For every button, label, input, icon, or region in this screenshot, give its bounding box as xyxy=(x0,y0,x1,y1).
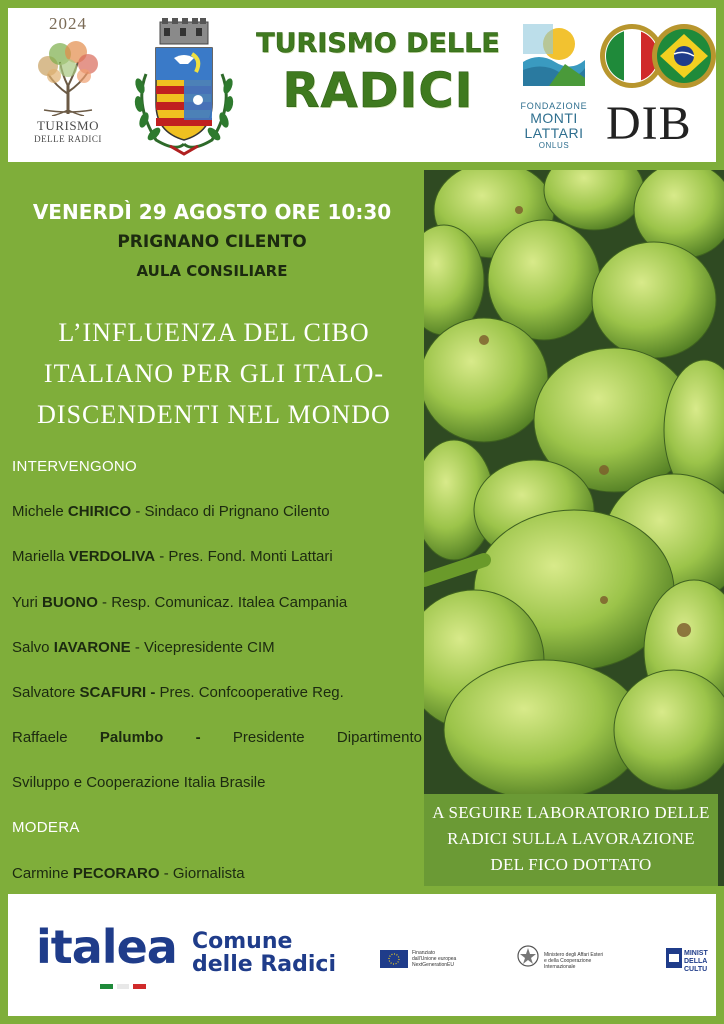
eu-line: dall'Unione europea xyxy=(412,956,457,962)
speaker-first-name: Salvatore xyxy=(12,684,76,701)
logo-text-turismo: TURISMO xyxy=(36,118,99,133)
speaker-last-name: BUONO xyxy=(42,594,98,611)
speaker-first-name: Michele xyxy=(12,503,64,520)
speaker-last-name: CHIRICO xyxy=(67,503,132,520)
speaker-role: Dipartimento xyxy=(336,729,422,746)
comune-delle-radici-logo xyxy=(192,930,336,976)
eu-funding-logo xyxy=(380,950,457,973)
event-place: PRIGNANO CILENTO xyxy=(117,232,307,252)
comune-line-2: delle Radici xyxy=(192,952,336,977)
speaker-last-name: SCAFURI - xyxy=(79,684,156,701)
main-title xyxy=(244,28,512,119)
ministero-cultura-text xyxy=(684,950,708,974)
event-title xyxy=(14,312,414,435)
logo-text-radici: DELLE RADICI xyxy=(34,134,102,144)
speaker-role: Pres. Confcooperative Reg. xyxy=(155,684,344,701)
workshop-line-3: DEL FICO DOTTATO xyxy=(490,855,652,874)
speaker-line xyxy=(12,729,422,746)
speaker-role: - Sindaco di Prignano Cilento xyxy=(131,503,330,520)
ministero-text xyxy=(544,952,624,970)
fondazione-label: FONDAZIONE xyxy=(520,101,588,111)
title-turismo-delle: TURISMO DELLE xyxy=(256,28,500,59)
speaker-dash: - xyxy=(195,729,201,746)
event-datetime: VENERDÌ 29 AGOSTO ORE 10:30 xyxy=(32,200,392,224)
speaker-last-name: VERDOLIVA xyxy=(68,548,156,565)
ministero-line: Ministero degli Affari Esteri xyxy=(544,952,604,958)
event-info-panel xyxy=(0,170,424,886)
event-title-line-1: L’INFLUENZA DEL CIBO xyxy=(58,318,370,347)
speaker-role: - Vicepresidente CIM xyxy=(130,639,275,656)
sponsors-footer xyxy=(8,894,716,1016)
italian-emblem-icon xyxy=(516,944,540,968)
speaker-line xyxy=(12,503,330,520)
eu-line: Finanziato xyxy=(412,950,436,956)
dib-text: DIB xyxy=(606,97,692,150)
moderator-line xyxy=(12,865,245,882)
speaker-line xyxy=(12,639,275,656)
moderator-role: - Giornalista xyxy=(159,865,245,882)
moderator-last-name: PECORARO xyxy=(72,865,160,882)
italea-logo: italea xyxy=(36,920,177,974)
eu-funding-text xyxy=(412,950,472,968)
speaker-role-continuation: Sviluppo e Cooperazione Italia Brasile xyxy=(12,774,266,791)
moderator-label: MODERA xyxy=(12,819,80,836)
ministero-line: e della Cooperazione Internazionale xyxy=(544,958,592,970)
speaker-first-name: Mariella xyxy=(12,548,65,565)
sun-sea-icon xyxy=(519,18,589,92)
turismo-delle-radici-logo xyxy=(22,14,114,158)
event-title-line-3: DISCENDENTI NEL MONDO xyxy=(37,400,391,429)
dib-logo xyxy=(598,18,716,160)
speaker-last-name: IAVARONE xyxy=(53,639,131,656)
speaker-line xyxy=(12,594,347,611)
speaker-line xyxy=(12,548,333,565)
speaker-last-name: Palumbo xyxy=(99,729,164,746)
ministero-cultura-logo xyxy=(666,948,708,973)
workshop-notice xyxy=(424,794,718,886)
speaker-first-name: Salvo xyxy=(12,639,50,656)
fondazione-onlus: ONLUS xyxy=(538,141,570,150)
speaker-role: - Pres. Fond. Monti Lattari xyxy=(155,548,333,565)
eu-line: NextGenerationEU xyxy=(412,962,454,968)
header-banner xyxy=(8,8,716,162)
comune-line-1: Comune xyxy=(192,929,293,954)
workshop-line-2: RADICI SULLA LAVORAZIONE xyxy=(447,829,695,848)
speakers-label: INTERVENGONO xyxy=(12,458,138,475)
title-radici: RADICI xyxy=(282,63,474,119)
speaker-role: Presidente xyxy=(232,729,305,746)
speaker-line xyxy=(12,684,344,701)
event-hall: AULA CONSILIARE xyxy=(136,262,288,280)
municipal-crest-icon xyxy=(126,14,242,160)
italy-brazil-flags-icon xyxy=(598,18,716,94)
cultura-line: MINIST xyxy=(684,950,708,957)
workshop-line-1: A SEGUIRE LABORATORIO DELLE xyxy=(432,803,710,822)
ministero-cultura-icon xyxy=(666,948,682,968)
tree-icon xyxy=(26,34,110,116)
speaker-first-name: Yuri xyxy=(12,594,38,611)
cultura-line: DELLA xyxy=(684,958,708,965)
speaker-role: - Resp. Comunicaz. Italea Campania xyxy=(97,594,348,611)
moderator-first-name: Carmine xyxy=(12,865,69,882)
cultura-line: CULTU xyxy=(684,966,708,973)
figs-photo xyxy=(424,170,724,886)
fondazione-name-1: MONTI xyxy=(530,110,578,126)
event-title-line-2: ITALIANO PER GLI ITALO- xyxy=(43,359,385,388)
fondazione-name-2: LATTARI xyxy=(524,125,584,141)
speaker-first-name: Raffaele xyxy=(12,729,68,746)
logo-year: 2024 xyxy=(49,14,87,33)
eu-flag-icon xyxy=(380,950,408,968)
ministero-esteri-logo xyxy=(516,944,604,973)
fondazione-monti-lattari-logo xyxy=(512,18,596,160)
italian-flag-icon xyxy=(100,984,146,989)
